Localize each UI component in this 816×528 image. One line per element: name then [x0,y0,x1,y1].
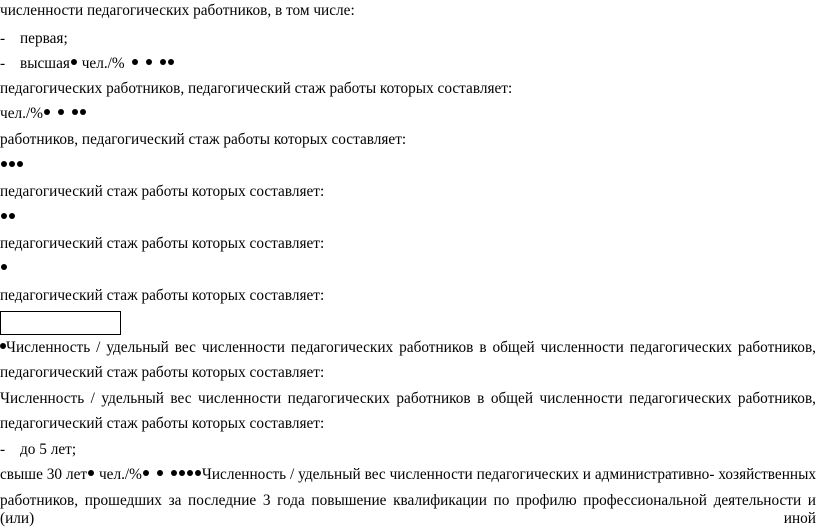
bullet-dot-icon [88,470,94,476]
unit-text: чел./% [0,105,43,122]
line-text: Численность / удельный вес численности педагогических и административно- хозяйственных [201,466,816,483]
text-line-14 [0,364,324,382]
line-text: педагогический стаж работы которых составляет: [0,287,325,304]
text-line-13 [0,339,816,357]
line-text: свыше 30 лет [0,466,88,483]
unit-text: чел./% [77,55,125,72]
text-line-8 [0,183,324,201]
unit-text: чел./% [95,466,142,483]
bullet-row-1 [0,260,8,278]
dash-marker: - [0,55,6,72]
list-item-first [0,30,68,48]
bullet-dots-icon [131,55,175,73]
empty-text-box [0,311,121,335]
line-text: педагогический стаж работы которых составляет: [0,235,325,252]
list-item-highest [0,55,175,73]
line-text: педагогический стаж работы которых составляет: [0,415,325,432]
dash-marker: - [0,30,6,47]
line-text: численности педагогических работников, в том числе: [0,2,355,19]
text-line-15 [0,390,816,408]
line-text: Численность / удельный вес численности педагогических работников в общей численности педагогических работников, [6,339,816,356]
text-line-6 [0,131,406,149]
bullet-dots-icon [142,466,202,484]
bullet-row-3 [0,157,24,175]
bullet-dots-icon [43,105,87,123]
text-line-5 [0,105,87,123]
line-text: педагогических работников, педагогический стаж работы которых составляет: [0,80,513,97]
bullet-dots-icon [0,157,24,175]
text-line-1 [0,2,355,20]
bullet-dot-icon [0,260,8,278]
list-item-text: до 5 лет; [20,441,77,458]
text-line-16 [0,415,324,433]
line-text: педагогический стаж работы которых составляет: [0,364,325,381]
line-text: работников, прошедших за последние 3 года повышение квалификации по профилю профессиональной деятельности и (или) иной [0,492,816,527]
bullet-dots-icon [0,209,16,227]
bullet-row-2 [0,209,16,227]
line-text: работников, педагогический стаж работы которых составляет: [0,131,407,148]
list-item-text: высшая [20,55,70,72]
line-text: Численность / удельный вес численности педагогических работников в общей численности педагогических работников, [0,390,816,407]
line-text: педагогический стаж работы которых составляет: [0,183,325,200]
dash-marker: - [0,441,6,458]
text-line-18 [0,466,816,484]
list-item-text: первая; [20,30,68,47]
list-item-under-5 [0,441,76,459]
bullet-dot-icon [71,59,77,65]
text-line-12 [0,287,324,305]
text-line-4 [0,80,512,98]
text-line-19 [0,492,816,528]
text-line-10 [0,235,324,253]
